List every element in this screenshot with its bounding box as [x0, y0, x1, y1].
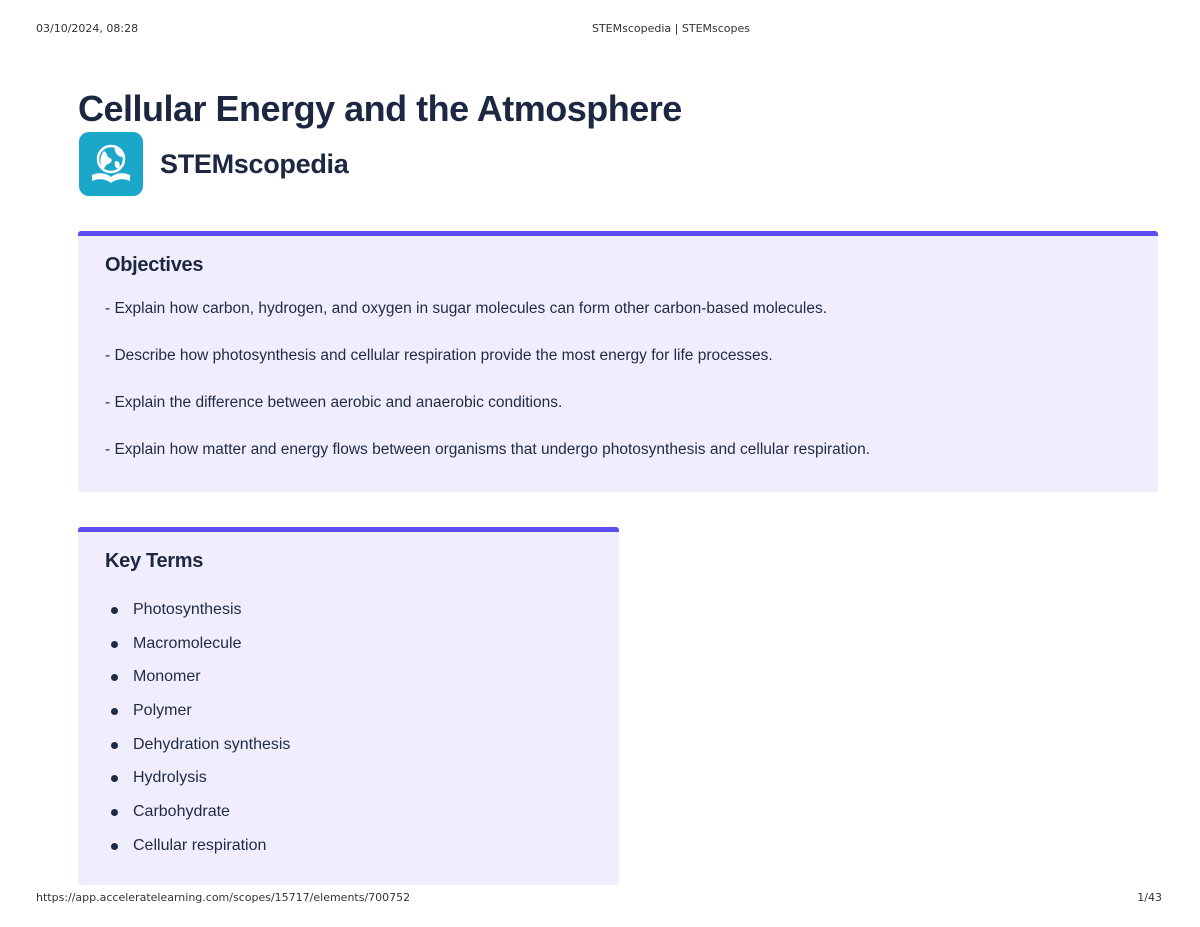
- key-term-label: Polymer: [133, 702, 192, 720]
- objective-item: - Explain how carbon, hydrogen, and oxygen in sugar molecules can form other carbon-based molecules.: [105, 300, 828, 317]
- key-terms-list: [111, 599, 290, 869]
- list-item: [111, 734, 290, 768]
- page-url: https://app.acceleratelearning.com/scopes/15717/elements/700752: [36, 891, 411, 904]
- key-term-label: Photosynthesis: [133, 601, 242, 618]
- objectives-heading: Objectives: [105, 254, 204, 276]
- bullet-icon: [111, 607, 118, 614]
- key-term-label: Carbohydrate: [133, 803, 230, 821]
- bullet-icon: [111, 708, 118, 715]
- list-item: [111, 599, 290, 633]
- key-term-label: Macromolecule: [133, 634, 242, 652]
- print-datetime: 03/10/2024, 08:28: [36, 22, 139, 35]
- brand-name: STEMscopedia: [160, 148, 349, 179]
- key-term-label: Cellular respiration: [133, 836, 267, 854]
- page-title: Cellular Energy and the Atmosphere: [78, 88, 682, 129]
- list-item: [111, 633, 290, 667]
- bullet-icon: [111, 641, 118, 648]
- print-page-title: STEMscopedia | STEMscopes: [591, 22, 750, 35]
- objective-item: - Explain how matter and energy flows between organisms that undergo photosynthesis and cellular respiration.: [105, 441, 871, 458]
- key-terms-card: [78, 527, 619, 885]
- objectives-card: [78, 231, 1158, 492]
- print-header: [0, 22, 1200, 38]
- bullet-icon: [111, 742, 118, 749]
- list-item: [111, 666, 290, 700]
- list-item: [111, 801, 290, 835]
- bullet-icon: [111, 809, 118, 816]
- key-term-label: Hydrolysis: [133, 769, 207, 787]
- key-terms-heading: Key Terms: [105, 550, 204, 572]
- key-term-label: Monomer: [133, 668, 201, 686]
- bullet-icon: [111, 843, 118, 850]
- globe-book-icon: [79, 132, 143, 196]
- list-item: [111, 767, 290, 801]
- list-item: [111, 700, 290, 734]
- brand: [79, 132, 348, 196]
- list-item: [111, 835, 290, 869]
- bullet-icon: [111, 674, 118, 681]
- objective-item: - Describe how photosynthesis and cellular respiration provide the most energy for life processes.: [105, 347, 773, 364]
- key-term-label: Dehydration synthesis: [133, 735, 291, 753]
- bullet-icon: [111, 775, 118, 782]
- objective-item: - Explain the difference between aerobic and anaerobic conditions.: [105, 394, 563, 411]
- page-number: 1/43: [1137, 891, 1162, 904]
